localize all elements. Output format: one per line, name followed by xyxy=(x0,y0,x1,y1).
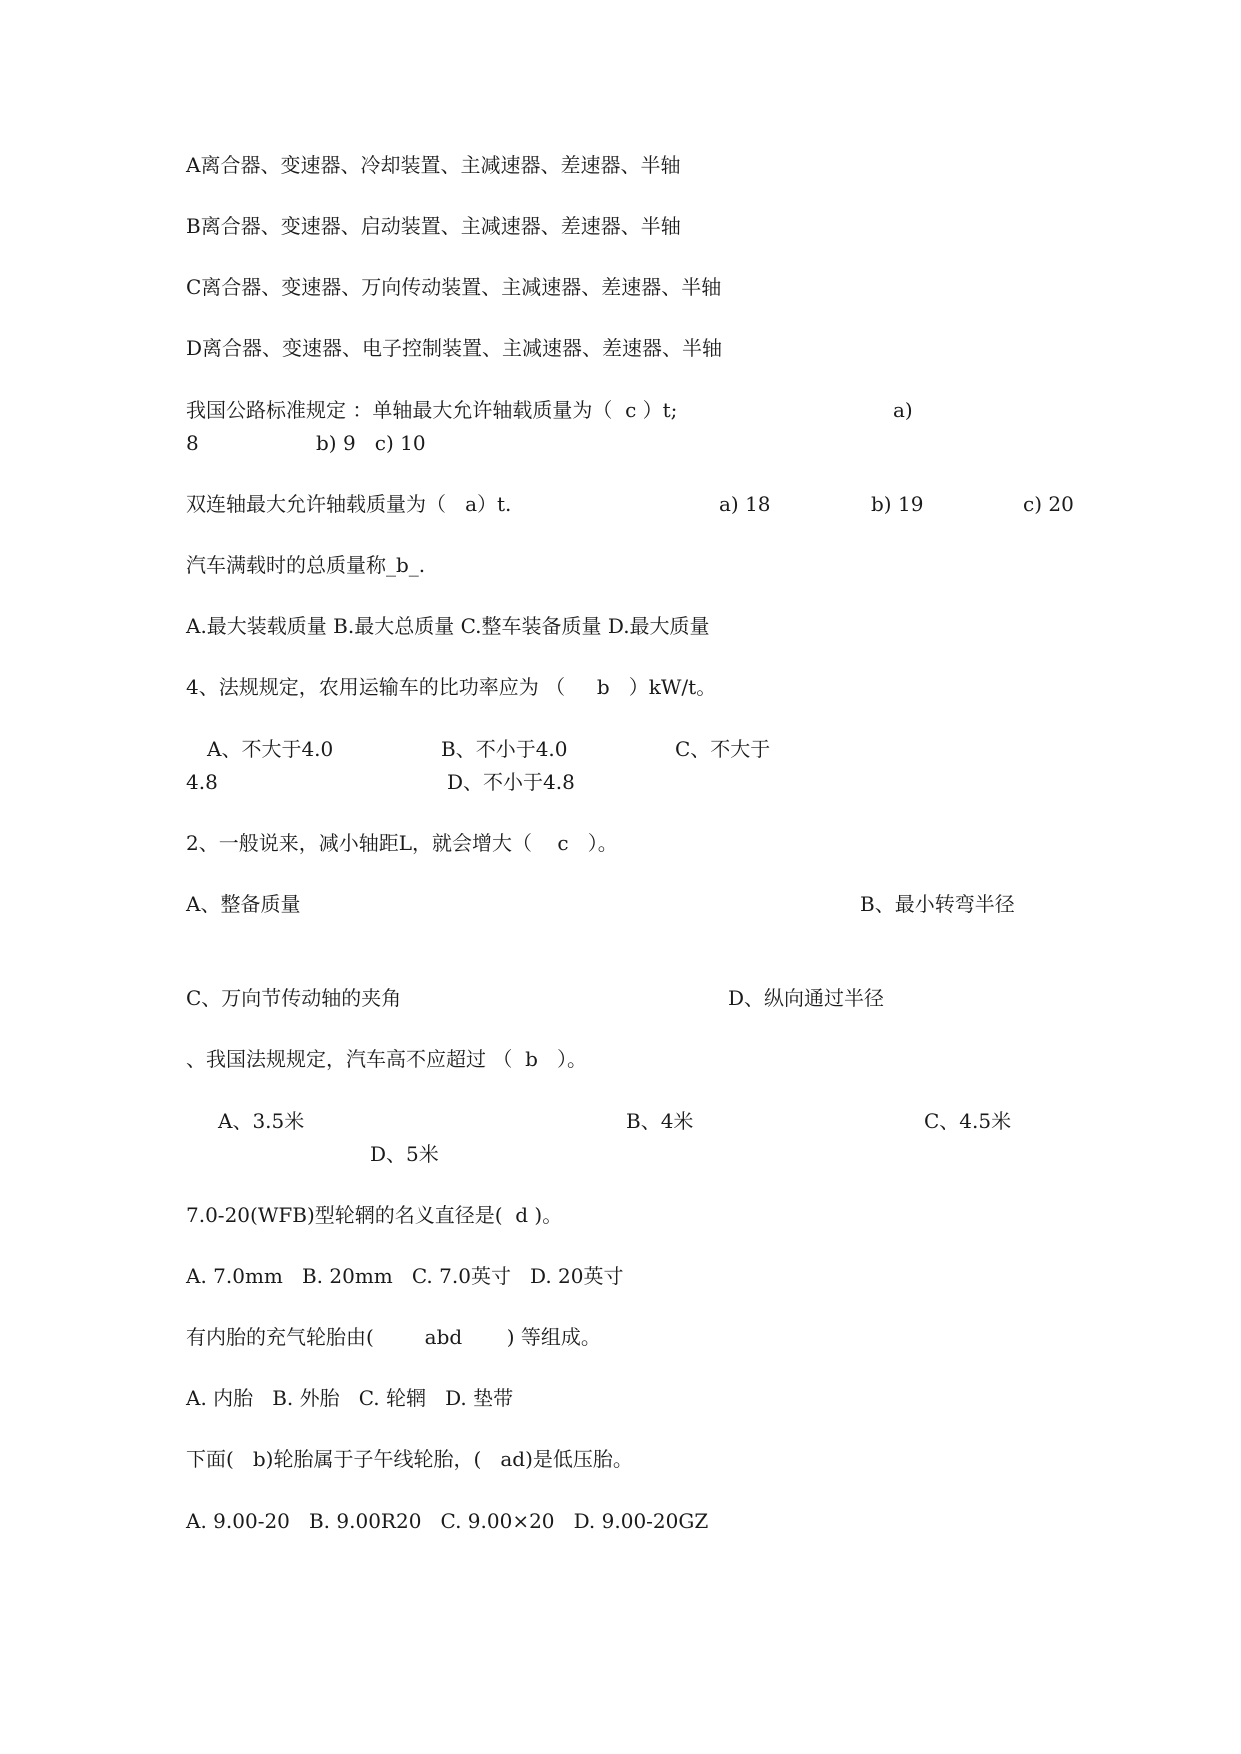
question-tandem-axle: 双连轴最大允许轴载质量为（ a）t. xyxy=(186,492,512,516)
question-power-ratio: 4、法规规定，农用运输车的比功率应为 （ b ）kW/t。 xyxy=(186,675,717,699)
single-axle-option-a-label: a) xyxy=(893,398,913,422)
power-ratio-option-a: A、不大于4.0 xyxy=(207,737,334,761)
radial-tire-options: A. 9.00-20 B. 9.00R20 C. 9.00×20 D. 9.00-20GZ xyxy=(186,1509,709,1533)
wheelbase-option-d: D、纵向通过半径 xyxy=(728,986,885,1010)
power-ratio-option-c-value: 4.8 xyxy=(186,770,218,794)
question-wheelbase: 2、一般说来，减小轴距L，就会增大（ c ）。 xyxy=(186,831,618,855)
tandem-axle-option-b: b) 19 xyxy=(871,492,924,516)
tube-tire-options: A. 内胎 B. 外胎 C. 轮辋 D. 垫带 xyxy=(186,1386,514,1410)
option-c-transmission: C离合器、变速器、万向传动装置、主减速器、差速器、半轴 xyxy=(186,275,722,299)
question-tube-tire: 有内胎的充气轮胎由( abd ) 等组成。 xyxy=(186,1325,601,1349)
option-b-transmission: B离合器、变速器、启动装置、主减速器、差速器、半轴 xyxy=(186,214,681,238)
wheelbase-option-c: C、万向节传动轴的夹角 xyxy=(186,986,402,1010)
single-axle-options-bc: b) 9 c) 10 xyxy=(316,431,426,455)
vehicle-height-option-c: C、4.5米 xyxy=(924,1109,1012,1133)
question-vehicle-height: 、我国法规规定，汽车高不应超过 （ b ）。 xyxy=(186,1047,587,1071)
single-axle-option-a-value: 8 xyxy=(186,431,199,455)
wheelbase-option-b: B、最小转弯半径 xyxy=(860,892,1015,916)
full-load-mass-options: A.最大装载质量 B.最大总质量 C.整车装备质量 D.最大质量 xyxy=(186,614,710,638)
question-single-axle: 我国公路标准规定 ：单轴最大允许轴载质量为（ c ）t; xyxy=(186,398,678,422)
power-ratio-option-d: D、不小于4.8 xyxy=(447,770,575,794)
wheelbase-option-a: A、整备质量 xyxy=(186,892,301,916)
rim-diameter-options: A. 7.0mm B. 20mm C. 7.0英寸 D. 20英寸 xyxy=(186,1264,624,1288)
power-ratio-option-b: B、不小于4.0 xyxy=(441,737,568,761)
option-d-transmission: D离合器、变速器、电子控制装置、主减速器、差速器、半轴 xyxy=(186,336,723,360)
vehicle-height-option-d: D、5米 xyxy=(370,1142,439,1166)
vehicle-height-option-a: A、3.5米 xyxy=(218,1109,305,1133)
tandem-axle-option-c: c) 20 xyxy=(1023,492,1074,516)
question-full-load-mass: 汽车满载时的总质量称_b_. xyxy=(186,553,426,577)
power-ratio-option-c-label: C、不大于 xyxy=(675,737,771,761)
question-radial-tire: 下面( b)轮胎属于子午线轮胎，( ad)是低压胎。 xyxy=(186,1447,633,1471)
question-rim-diameter: 7.0-20(WFB)型轮辋的名义直径是( d )。 xyxy=(186,1203,563,1227)
vehicle-height-option-b: B、4米 xyxy=(626,1109,694,1133)
option-a-transmission: A离合器、变速器、冷却装置、主减速器、差速器、半轴 xyxy=(186,153,681,177)
tandem-axle-option-a: a) 18 xyxy=(719,492,771,516)
